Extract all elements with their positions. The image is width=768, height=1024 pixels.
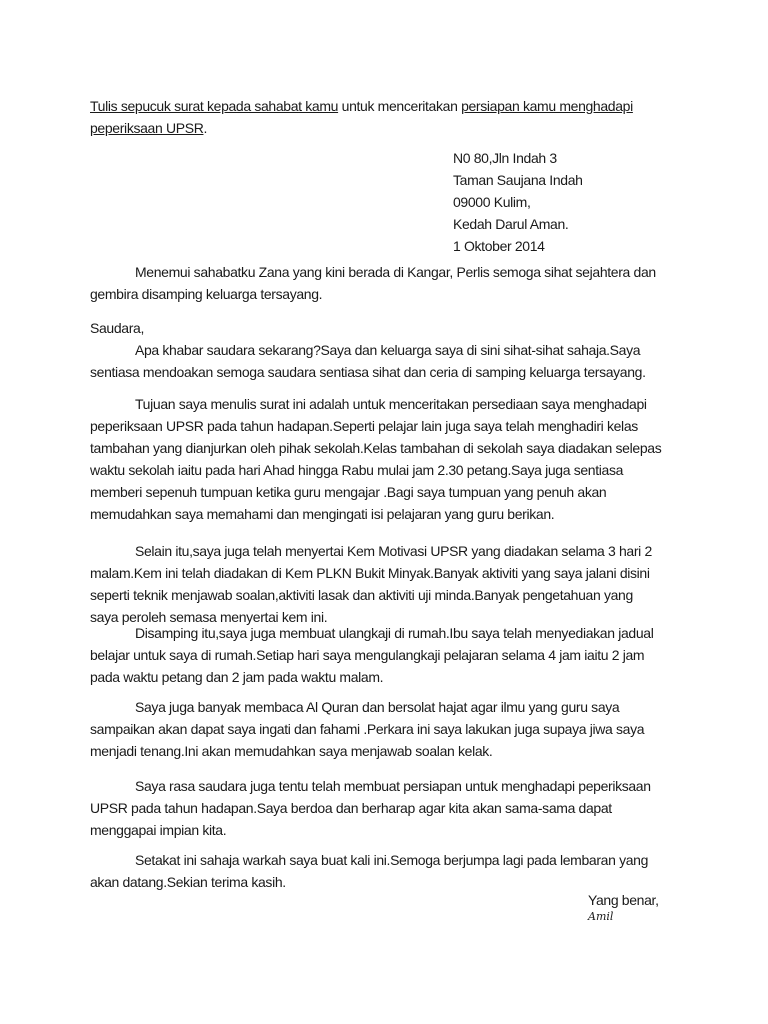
paragraph-line: Apa khabar saudara sekarang?Saya dan keluarga saya di sini sihat-sihat sahaja.Saya [135, 342, 641, 358]
paragraph-line: waktu sekolah iaitu pada hari Ahad hingga Rabu mulai jam 2.30 petang.Saya juga sentiasa [90, 462, 624, 478]
paragraph [90, 339, 646, 383]
paragraph-line: Saudara, [90, 320, 145, 336]
letter-date: 1 Oktober 2014 [453, 238, 545, 254]
paragraph-line: Disamping itu,saya juga membuat ulangkaji di rumah.Ibu saya telah menyediakan jadual [135, 625, 654, 641]
paragraph-line: pada waktu petang dan 2 jam pada waktu malam. [90, 669, 384, 685]
paragraph-line: Saya rasa saudara juga tentu telah membuat persiapan untuk menghadapi peperiksaan [135, 778, 651, 794]
paragraph-line: memberi sepenuh tumpuan ketika guru mengajar .Bagi saya tumpuan yang penuh akan [90, 484, 607, 500]
paragraph-line: memudahkan saya memahami dan mengingati isi pelajaran yang guru berikan. [90, 506, 555, 522]
paragraph [90, 540, 652, 628]
address-line: N0 80,Jln Indah 3 [453, 150, 557, 166]
paragraph-line: saya peroleh semasa menyertai kem ini. [90, 609, 328, 625]
paragraph [90, 696, 644, 762]
paragraph [90, 622, 653, 688]
closing [588, 889, 659, 911]
paragraph-line: Selain itu,saya juga telah menyertai Kem Motivasi UPSR yang diadakan selama 3 hari 2 [135, 543, 652, 559]
paragraph-line: gembira disamping keluarga tersayang. [90, 286, 323, 302]
address-line: 09000 Kulim, [453, 194, 531, 210]
paragraph-line: tambahan yang dianjurkan oleh pihak sekolah.Kelas tambahan di sekolah saya diadakan selepas [90, 440, 662, 456]
paragraph [90, 317, 144, 339]
paragraph-line: sentiasa mendoakan semoga saudara sentiasa sihat dan ceria di samping keluarga tersayang. [90, 364, 646, 380]
address-line: Kedah Darul Aman. [453, 216, 569, 232]
title-text: untuk menceritakan [338, 98, 462, 114]
paragraph-line: akan datang.Sekian terima kasih. [90, 874, 286, 890]
paragraph-line: UPSR pada tahun hadapan.Saya berdoa dan berharap agar kita akan sama-sama dapat [90, 800, 612, 816]
paragraph-line: Saya juga banyak membaca Al Quran dan bersolat hajat agar ilmu yang guru saya [135, 699, 620, 715]
signature: Amil [588, 910, 614, 923]
paragraph-line: menjadi tenang.Ini akan memudahkan saya menjawab soalan kelak. [90, 743, 493, 759]
paragraph-line: sampaikan akan dapat saya ingati dan fahami .Perkara ini saya lakukan juga supaya jiwa saya [90, 721, 645, 737]
paragraph-line: Setakat ini sahaja warkah saya buat kali ini.Semoga berjumpa lagi pada lembaran yang [135, 852, 649, 868]
paragraph [90, 261, 656, 305]
title-underlined-1: Tulis sepucuk surat kepada sahabat kamu [90, 98, 339, 114]
paragraph-line: seperti teknik menjawab soalan,aktiviti lasak dan aktiviti uji minda.Banyak pengetahuan yang [90, 587, 633, 603]
paragraph-line: menggapai impian kita. [90, 822, 227, 838]
paragraph-line: malam.Kem ini telah diadakan di Kem PLKN Bukit Minyak.Banyak aktiviti yang saya jalani disini [90, 565, 650, 581]
paragraph [90, 393, 661, 525]
closing-text: Yang benar, [588, 892, 659, 908]
paragraph-line: Tujuan saya menulis surat ini adalah untuk menceritakan persediaan saya menghadapi [135, 396, 647, 412]
sender-address [453, 147, 583, 257]
paragraph-line: belajar untuk saya di rumah.Setiap hari saya mengulangkaji pelajaran selama 4 jam iaitu 2 jam [90, 647, 645, 663]
paragraph-line: peperiksaan UPSR pada tahun hadapan.Seperti pelajar lain juga saya telah menghadiri kelas [90, 418, 638, 434]
paragraph-line: Menemui sahabatku Zana yang kini berada di Kangar, Perlis semoga sihat sejahtera dan [135, 264, 656, 280]
title-underlined-2: persiapan kamu menghadapi [461, 98, 633, 114]
paragraph [90, 849, 648, 893]
title-period: . [203, 120, 208, 136]
title-underlined-3: peperiksaan UPSR [90, 120, 204, 136]
paragraph [90, 775, 651, 841]
address-line: Taman Saujana Indah [453, 172, 583, 188]
assignment-title [90, 95, 633, 139]
